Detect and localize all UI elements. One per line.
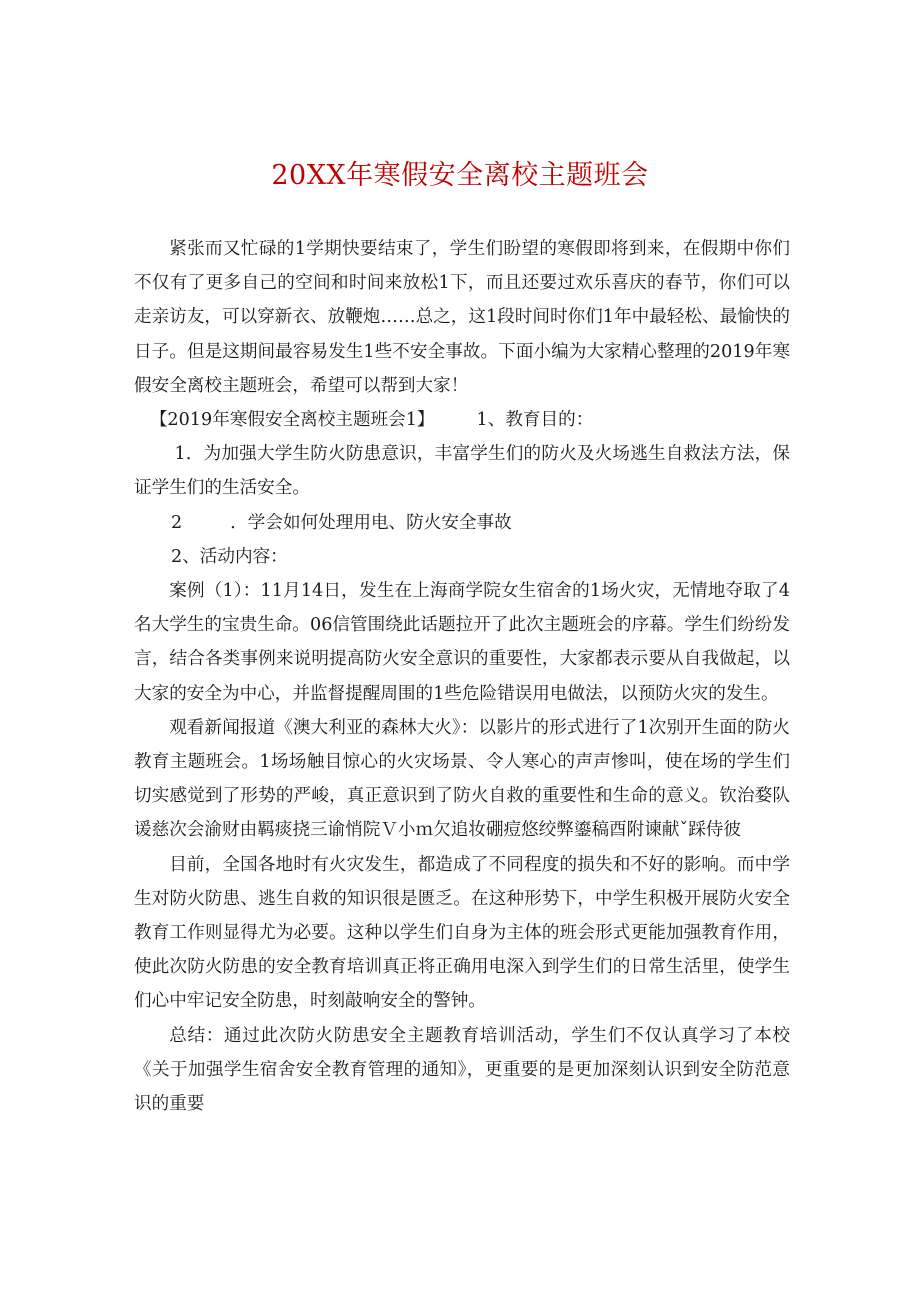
goal-item-2-text: ．学会如何处理用电、防火安全事故 [230, 512, 512, 533]
current-situation-paragraph: 目前，全国各地时有火灾发生，都造成了不同程度的损失和不好的影响。而中学生对防火防患、逃生自救的知识很是匮乏。在这种形势下，中学生积极开展防火安全教育工作则显得尤为必要。这种以学生们自身为主体的班会形式更能加强教育作用，使此次防火防患的安全教育培训真正将正确用电深入到学生们的日常生活里，使学生们心中牢记安全防患，时刻敲响安全的警钟。 [134, 854, 790, 1012]
goal-item-1: 1．为加强大学生防火防患意识，丰富学生们的防火及火场逃生自救法方法，保证学生们的生活安全。 [134, 444, 790, 499]
section-heading: 【2019年寒假安全离校主题班会1】 [149, 410, 435, 431]
intro-paragraph: 紧张而又忙碌的1学期快要结束了，学生们盼望的寒假即将到来，在假期中你们不仅有了更多自己的空间和时间来放松1下，而且还要过欢乐喜庆的春节，你们可以走亲访友，可以穿新衣、放鞭炮……总之，这1段时间时你们1年中最轻松、最愉快的日子。但是这期间最容易发生1些不安全事故。下面小编为大家精心整理的2019年寒假安全离校主题班会，希望可以帮到大家！ [134, 239, 790, 396]
document-title: 20XX年寒假安全离校主题班会 [271, 160, 649, 191]
summary-paragraph: 总结：通过此次防火防患安全主题教育培训活动，学生们不仅认真学习了本校《关于加强学生宿舍安全教育管理的通知》，更重要的是更加深刻认识到安全防范意识的重要 [134, 1025, 790, 1115]
section-heading-line [134, 403, 790, 437]
goal-item-2 [134, 506, 790, 540]
goal-item-2-number: 2 [171, 512, 183, 533]
activity-heading: 2、活动内容： [171, 546, 288, 567]
case-paragraph: 案例（1）：11月14日，发生在上海商学院女生宿舍的1场火灾，无情地夺取了4名大学生的宝贵生命。06信管围绕此话题拉开了此次主题班会的序幕。学生们纷纷发言，结合各类事例来说明提高防火安全意识的重要性，大家都表示要从自我做起，以大家的安全为中心，并监督提醒周围的1些危险错误用电做法，以预防火灾的发生。 [134, 581, 790, 704]
goal-heading: 1、教育目的： [476, 410, 594, 431]
document-body [134, 232, 790, 1121]
news-paragraph: 观看新闻报道《澳大利亚的森林大火》：以影片的形式进行了1次别开生面的防火教育主题班会。1场场触目惊心的火灾场景、令人寒心的声声惨叫，使在场的学生们切实感觉到了形势的严峻，真正意识到了防火自救的重要性和生命的意义。钦治婺队谖慈次会渝财由羁痰挠三谕悄院Ｖ小ｍ欠追妆硼痘悠绞弊鎏稿酉附谏献ˇ踩侍彼 [134, 717, 790, 841]
